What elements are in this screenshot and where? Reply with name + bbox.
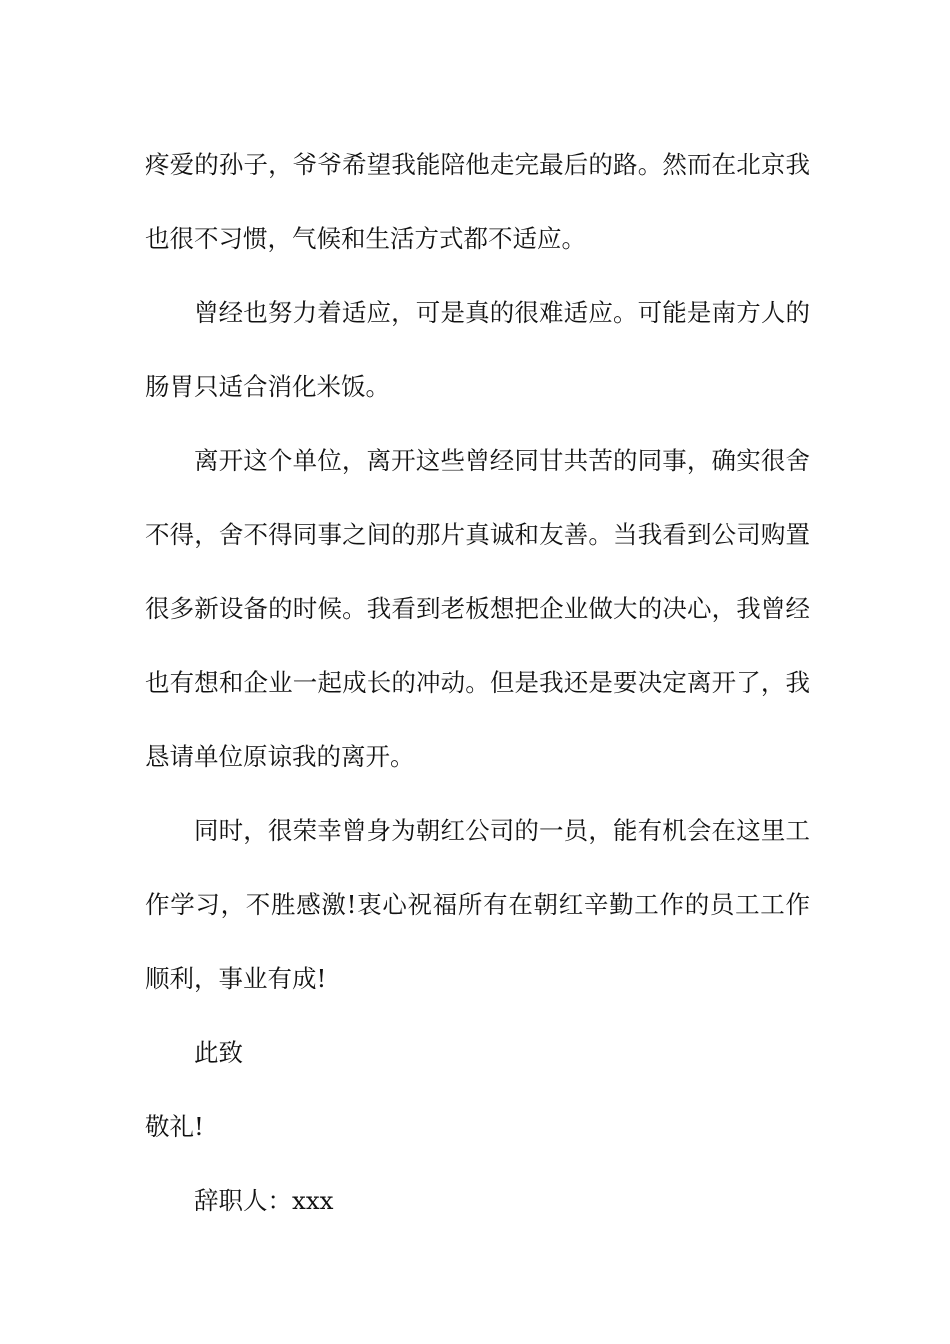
signature-line: 辞职人：xxx [194, 1186, 334, 1215]
letter-body [145, 128, 810, 1238]
paragraph-gratitude: 同时，很荣幸曾身为朝红公司的一员，能有机会在这里工作学习，不胜感激!衷心祝福所有在朝红辛勤工作的员工工作顺利，事业有成! [145, 816, 810, 993]
closing-line: 此致 [194, 1038, 243, 1067]
paragraph-adaptation: 曾经也努力着适应，可是真的很难适应。可能是南方人的肠胃只适合消化米饭。 [145, 298, 810, 401]
paragraph-continuation: 疼爱的孙子，爷爷希望我能陪他走完最后的路。然而在北京我也很不习惯，气候和生活方式都不适应。 [145, 150, 810, 253]
paragraph-leaving: 离开这个单位，离开这些曾经同甘共苦的同事，确实很舍不得，舍不得同事之间的那片真诚和友善。当我看到公司购置很多新设备的时候。我看到老板想把企业做大的决心，我曾经也有想和企业一起成长的冲动。但是我还是要决定离开了，我恳请单位原谅我的离开。 [145, 446, 810, 771]
salutation-line: 敬礼! [145, 1112, 204, 1141]
